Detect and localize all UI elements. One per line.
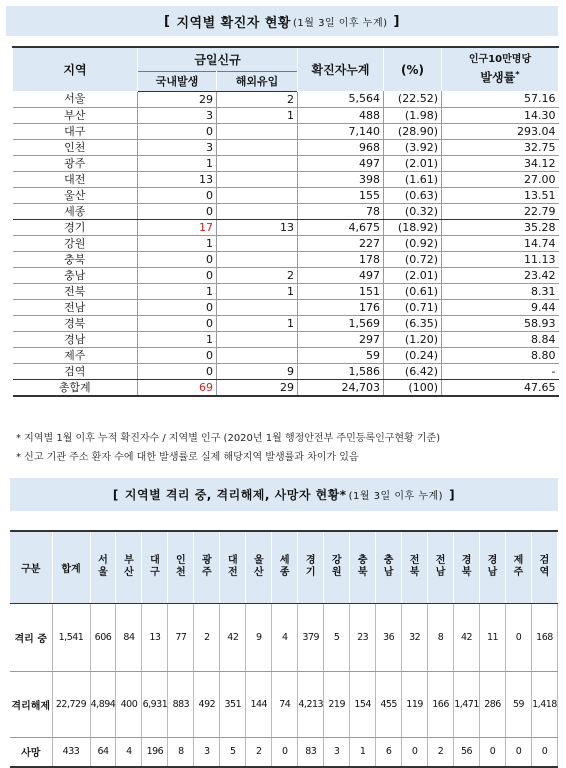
header-char: 북 — [461, 567, 472, 579]
percent-cell: (0.71) — [384, 299, 442, 315]
header-char: 북 — [357, 567, 368, 579]
percent-cell: (6.42) — [384, 363, 442, 379]
cumulative-cell: 4,675 — [298, 219, 384, 235]
value-cell: 4,213 — [298, 671, 324, 737]
overseas-cell — [217, 299, 298, 315]
header-char: 종 — [279, 567, 290, 579]
table-row — [10, 671, 558, 737]
header-char: 남 — [487, 567, 498, 579]
value-cell: 84 — [116, 603, 142, 671]
column-header — [168, 531, 194, 603]
cumulative-cell: 497 — [298, 155, 384, 171]
domestic-cell: 69 — [138, 379, 217, 396]
rate-cell: 58.93 — [442, 315, 559, 331]
footnote-2: * 신고 기관 주소 환자 수에 대한 발생률로 실제 해당지역 발생률과 차이가 있음 — [16, 452, 359, 463]
table-row — [13, 91, 559, 107]
column-header — [298, 531, 324, 603]
header-char: 역 — [539, 567, 550, 579]
overseas-cell — [217, 347, 298, 363]
value-cell: 0 — [402, 737, 428, 767]
column-header — [402, 531, 428, 603]
percent-cell: (0.72) — [384, 251, 442, 267]
rate-cell: 293.04 — [442, 123, 559, 139]
domestic-cell: 3 — [138, 139, 217, 155]
domestic-cell: 0 — [138, 363, 217, 379]
region-cell: 전북 — [13, 283, 138, 299]
value-cell: 1 — [350, 737, 376, 767]
cumulative-cell: 497 — [298, 267, 384, 283]
table1-title-bar — [6, 6, 558, 36]
overseas-cell — [217, 251, 298, 267]
header-char: 기 — [305, 567, 316, 579]
value-cell: 42 — [220, 603, 246, 671]
column-header — [506, 531, 532, 603]
rate-cell: 27.00 — [442, 171, 559, 187]
bracket-close: ] — [393, 13, 400, 29]
value-cell: 77 — [168, 603, 194, 671]
value-cell: 168 — [531, 603, 557, 671]
table-row — [13, 219, 559, 235]
rate-cell: 8.31 — [442, 283, 559, 299]
value-cell: 0 — [506, 737, 532, 767]
table2-title: 지역별 격리 중, 격리해제, 사망자 현황 — [124, 488, 340, 502]
domestic-cell: 13 — [138, 171, 217, 187]
domestic-cell: 0 — [138, 299, 217, 315]
header-region: 지역 — [13, 47, 138, 91]
domestic-cell: 3 — [138, 107, 217, 123]
rate-cell: 8.84 — [442, 331, 559, 347]
column-header — [246, 531, 272, 603]
row-label: 격리해제 — [10, 671, 52, 737]
table-row — [10, 737, 558, 767]
table-row — [13, 363, 559, 379]
column-header — [220, 531, 246, 603]
cumulative-cell: 155 — [298, 187, 384, 203]
column-header — [531, 531, 557, 603]
header-char: 주 — [513, 567, 524, 579]
column-header: 합계 — [52, 531, 90, 603]
table-row — [13, 315, 559, 331]
overseas-cell: 1 — [217, 107, 298, 123]
domestic-cell: 1 — [138, 155, 217, 171]
cumulative-cell: 968 — [298, 139, 384, 155]
overseas-cell — [217, 123, 298, 139]
value-cell: 1,418 — [531, 671, 557, 737]
domestic-cell: 0 — [138, 187, 217, 203]
domestic-cell: 0 — [138, 203, 217, 219]
value-cell: 0 — [506, 603, 532, 671]
region-cell: 울산 — [13, 187, 138, 203]
domestic-cell: 0 — [138, 267, 217, 283]
region-cell: 총합계 — [13, 379, 138, 396]
percent-cell: (22.52) — [384, 91, 442, 107]
header-char: 대 — [227, 555, 238, 567]
percent-cell: (0.32) — [384, 203, 442, 219]
percent-cell: (1.20) — [384, 331, 442, 347]
value-cell: 2 — [194, 603, 220, 671]
cumulative-cell: 176 — [298, 299, 384, 315]
value-cell: 379 — [298, 603, 324, 671]
value-cell: 59 — [506, 671, 532, 737]
overseas-cell: 2 — [217, 91, 298, 107]
percent-cell: (18.92) — [384, 219, 442, 235]
cumulative-cell: 5,564 — [298, 91, 384, 107]
overseas-cell — [217, 171, 298, 187]
header-char: 충 — [383, 555, 394, 567]
value-cell: 883 — [168, 671, 194, 737]
value-cell: 2 — [428, 737, 454, 767]
value-cell: 74 — [272, 671, 298, 737]
overseas-cell: 13 — [217, 219, 298, 235]
header-char: 전 — [435, 555, 446, 567]
header-percent: (%) — [384, 47, 442, 91]
header-char: 울 — [98, 567, 108, 579]
value-cell: 0 — [272, 737, 298, 767]
region-cell: 전남 — [13, 299, 138, 315]
value-cell: 144 — [246, 671, 272, 737]
region-cell: 경남 — [13, 331, 138, 347]
cumulative-cell: 178 — [298, 251, 384, 267]
bracket-open: [ — [112, 487, 119, 502]
column-header — [116, 531, 142, 603]
column-header — [90, 531, 116, 603]
domestic-cell: 1 — [138, 235, 217, 251]
column-header — [376, 531, 402, 603]
overseas-cell: 2 — [217, 267, 298, 283]
value-cell: 4,894 — [90, 671, 116, 737]
percent-cell: (28.90) — [384, 123, 442, 139]
overseas-cell — [217, 235, 298, 251]
header-char: 주 — [202, 567, 212, 579]
table-row — [13, 331, 559, 347]
rate-cell: 13.51 — [442, 187, 559, 203]
header-char: 제 — [513, 555, 524, 567]
table2-title-bar — [10, 478, 558, 511]
value-cell: 32 — [402, 603, 428, 671]
percent-cell: (6.35) — [384, 315, 442, 331]
column-header — [454, 531, 480, 603]
region-cell: 부산 — [13, 107, 138, 123]
overseas-cell: 1 — [217, 315, 298, 331]
rate-cell: 47.65 — [442, 379, 559, 396]
region-cell: 인천 — [13, 139, 138, 155]
regional-cases-table — [12, 46, 559, 397]
overseas-cell — [217, 155, 298, 171]
header-char: 대 — [150, 555, 160, 567]
domestic-cell: 0 — [138, 315, 217, 331]
overseas-cell — [217, 331, 298, 347]
region-cell: 대전 — [13, 171, 138, 187]
value-cell: 5 — [220, 737, 246, 767]
header-char: 서 — [98, 555, 108, 567]
table-row — [13, 155, 559, 171]
header-char: 남 — [383, 567, 394, 579]
region-cell: 강원 — [13, 235, 138, 251]
value-cell: 23 — [350, 603, 376, 671]
header-char: 산 — [124, 567, 134, 579]
value-cell: 83 — [298, 737, 324, 767]
rate-cell: 34.12 — [442, 155, 559, 171]
percent-cell: (2.01) — [384, 155, 442, 171]
header-char: 울 — [253, 555, 264, 567]
table-row — [13, 203, 559, 219]
region-cell: 경기 — [13, 219, 138, 235]
region-cell: 충북 — [13, 251, 138, 267]
column-header — [142, 531, 168, 603]
column-header — [428, 531, 454, 603]
table-row — [10, 603, 558, 671]
table-row — [13, 251, 559, 267]
domestic-cell: 17 — [138, 219, 217, 235]
percent-cell: (0.63) — [384, 187, 442, 203]
rate-cell: 35.28 — [442, 219, 559, 235]
cumulative-cell: 59 — [298, 347, 384, 363]
value-cell: 0 — [531, 737, 557, 767]
percent-cell: (0.61) — [384, 283, 442, 299]
overseas-cell: 1 — [217, 283, 298, 299]
table-row — [13, 379, 559, 396]
value-cell: 8 — [168, 737, 194, 767]
row-label: 사망 — [10, 737, 52, 767]
header-char: 천 — [176, 567, 186, 579]
rate-cell: 23.42 — [442, 267, 559, 283]
table-row — [13, 283, 559, 299]
region-cell: 광주 — [13, 155, 138, 171]
value-cell: 4 — [116, 737, 142, 767]
header-new-today: 금일신규 — [138, 47, 298, 71]
domestic-cell: 0 — [138, 347, 217, 363]
overseas-cell — [217, 139, 298, 155]
footnote-1: * 지역별 1월 이후 누적 확진자수 / 지역별 인구 (2020년 1월 행정안전부 주민등록인구현황 기준) — [16, 433, 441, 444]
value-cell: 6 — [376, 737, 402, 767]
header-char: 북 — [409, 567, 420, 579]
column-header — [194, 531, 220, 603]
percent-cell: (100) — [384, 379, 442, 396]
header-char: 세 — [279, 555, 290, 567]
region-cell: 경북 — [13, 315, 138, 331]
table-row — [13, 267, 559, 283]
overseas-cell: 9 — [217, 363, 298, 379]
rate-cell: 57.16 — [442, 91, 559, 107]
region-cell: 서울 — [13, 91, 138, 107]
region-cell: 검역 — [13, 363, 138, 379]
rate-cell: 22.79 — [442, 203, 559, 219]
header-char: 경 — [305, 555, 316, 567]
overseas-cell — [217, 187, 298, 203]
value-cell: 42 — [454, 603, 480, 671]
value-cell: 13 — [142, 603, 168, 671]
header-char: 부 — [124, 555, 134, 567]
column-header — [480, 531, 506, 603]
rate-cell: 14.74 — [442, 235, 559, 251]
value-cell: 433 — [52, 737, 90, 767]
cumulative-cell: 398 — [298, 171, 384, 187]
bracket-close: ] — [449, 487, 456, 502]
value-cell: 286 — [480, 671, 506, 737]
value-cell: 3 — [324, 737, 350, 767]
region-cell: 대구 — [13, 123, 138, 139]
bracket-open: [ — [164, 13, 171, 29]
value-cell: 11 — [480, 603, 506, 671]
value-cell: 154 — [350, 671, 376, 737]
column-header — [272, 531, 298, 603]
header-overseas: 해외유입 — [217, 71, 298, 91]
cumulative-cell: 78 — [298, 203, 384, 219]
header-char: 전 — [227, 567, 238, 579]
cumulative-cell: 151 — [298, 283, 384, 299]
header-per100k-mark: * — [515, 69, 520, 80]
domestic-cell: 1 — [138, 283, 217, 299]
value-cell: 606 — [90, 603, 116, 671]
header-char: 원 — [331, 567, 342, 579]
percent-cell: (2.01) — [384, 267, 442, 283]
header-char: 광 — [202, 555, 212, 567]
header-per100k — [442, 47, 559, 91]
value-cell: 4 — [272, 603, 298, 671]
overseas-cell: 29 — [217, 379, 298, 396]
cumulative-cell: 488 — [298, 107, 384, 123]
header-char: 강 — [331, 555, 342, 567]
value-cell: 400 — [116, 671, 142, 737]
table-row — [13, 107, 559, 123]
cumulative-cell: 1,569 — [298, 315, 384, 331]
value-cell: 351 — [220, 671, 246, 737]
row-label: 격리 중 — [10, 603, 52, 671]
value-cell: 9 — [246, 603, 272, 671]
header-char: 검 — [539, 555, 550, 567]
value-cell: 166 — [428, 671, 454, 737]
value-cell: 455 — [376, 671, 402, 737]
value-cell: 56 — [454, 737, 480, 767]
percent-cell: (0.24) — [384, 347, 442, 363]
value-cell: 1,471 — [454, 671, 480, 737]
table1-title: 지역별 확진자 현황 — [176, 15, 291, 31]
header-char: 경 — [461, 555, 472, 567]
table2-title-mark: * — [339, 487, 347, 502]
value-cell: 2 — [246, 737, 272, 767]
column-header — [350, 531, 376, 603]
header-char: 충 — [357, 555, 368, 567]
header-char: 구 — [150, 567, 160, 579]
value-cell: 196 — [142, 737, 168, 767]
header-char: 산 — [253, 567, 264, 579]
domestic-cell: 0 — [138, 123, 217, 139]
rate-cell: 32.75 — [442, 139, 559, 155]
domestic-cell: 0 — [138, 251, 217, 267]
header-per100k-line2: 발생률 — [480, 70, 516, 85]
value-cell: 64 — [90, 737, 116, 767]
column-header: 구분 — [10, 531, 52, 603]
region-cell: 충남 — [13, 267, 138, 283]
value-cell: 219 — [324, 671, 350, 737]
value-cell: 5 — [324, 603, 350, 671]
table-row — [13, 187, 559, 203]
table-row — [13, 139, 559, 155]
table-row — [13, 347, 559, 363]
header-char: 전 — [409, 555, 420, 567]
rate-cell: 9.44 — [442, 299, 559, 315]
cumulative-cell: 7,140 — [298, 123, 384, 139]
value-cell: 119 — [402, 671, 428, 737]
value-cell: 22,729 — [52, 671, 90, 737]
cumulative-cell: 24,703 — [298, 379, 384, 396]
value-cell: 3 — [194, 737, 220, 767]
domestic-cell: 1 — [138, 331, 217, 347]
table-row — [13, 235, 559, 251]
rate-cell: 14.30 — [442, 107, 559, 123]
table-row — [13, 123, 559, 139]
header-char: 인 — [176, 555, 186, 567]
value-cell: 0 — [480, 737, 506, 767]
rate-cell: 8.80 — [442, 347, 559, 363]
header-char: 경 — [487, 555, 498, 567]
value-cell: 36 — [376, 603, 402, 671]
header-domestic: 국내발생 — [138, 71, 217, 91]
cumulative-cell: 1,586 — [298, 363, 384, 379]
table1-title-sub: (1월 3일 이후 누계) — [293, 17, 388, 29]
rate-cell: - — [442, 363, 559, 379]
table-row — [13, 171, 559, 187]
header-cumulative: 확진자누계 — [298, 47, 384, 91]
column-header — [324, 531, 350, 603]
percent-cell: (0.92) — [384, 235, 442, 251]
header-per100k-line1: 인구10만명당 — [468, 54, 532, 66]
value-cell: 8 — [428, 603, 454, 671]
table-row — [13, 299, 559, 315]
cumulative-cell: 227 — [298, 235, 384, 251]
region-cell: 제주 — [13, 347, 138, 363]
region-cell: 세종 — [13, 203, 138, 219]
percent-cell: (1.61) — [384, 171, 442, 187]
table2-title-sub: (1월 3일 이후 누계) — [348, 491, 444, 502]
percent-cell: (3.92) — [384, 139, 442, 155]
value-cell: 1,541 — [52, 603, 90, 671]
header-char: 남 — [435, 567, 446, 579]
domestic-cell: 29 — [138, 91, 217, 107]
isolation-status-table — [10, 530, 558, 768]
overseas-cell — [217, 203, 298, 219]
value-cell: 492 — [194, 671, 220, 737]
cumulative-cell: 297 — [298, 331, 384, 347]
value-cell: 6,931 — [142, 671, 168, 737]
percent-cell: (1.98) — [384, 107, 442, 123]
rate-cell: 11.13 — [442, 251, 559, 267]
